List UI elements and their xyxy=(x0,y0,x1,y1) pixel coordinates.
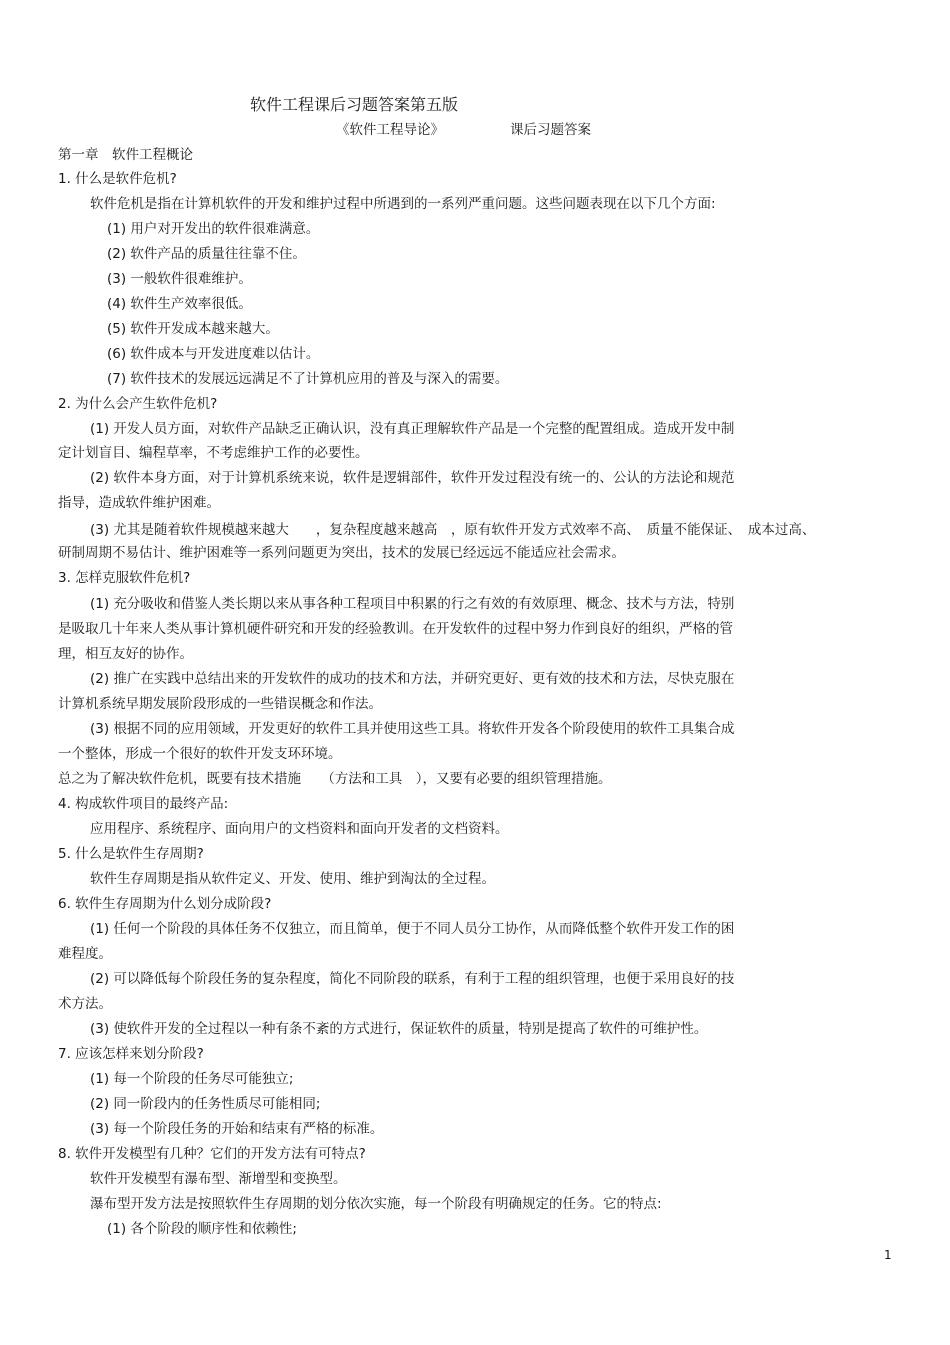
book-title: 《软件工程导论》 xyxy=(336,122,444,138)
paragraph: (1) 充分吸收和借鉴人类长期以来从事各种工程项目中积累的行之有效的有效原理、概念、技术与方法，特别 xyxy=(90,596,735,612)
paragraph: (1) 开发人员方面，对软件产品缺乏正确认识，没有真正理解软件产品是一个完整的配置组成。造成开发中制 xyxy=(90,421,735,437)
paragraph: (3) 尤其是随着软件规模越来越大 ，复杂程度越来越高 ，原有软件开发方式效率不高、 质量不能保证、 成本过高、 xyxy=(90,522,816,538)
question-8: 8. 软件开发模型有几种？它们的开发方法有可特点? xyxy=(58,1146,366,1162)
paragraph: (1) 任何一个阶段的具体任务不仅独立，而且简单，便于不同人员分工协作，从而降低整个软件开发工作的困 xyxy=(90,921,735,937)
list-item: (1) 各个阶段的顺序性和依赖性; xyxy=(107,1221,297,1237)
paragraph: 是吸取几十年来人类从事计算机硬件研究和开发的经验教训。在开发软件的过程中努力作到良好的组织，严格的管 xyxy=(58,621,733,637)
list-item: (2) 同一阶段内的任务性质尽可能相同; xyxy=(90,1096,321,1112)
paragraph: 理，相互友好的协作。 xyxy=(58,646,193,662)
paragraph: 瀑布型开发方法是按照软件生存周期的划分依次实施，每一个阶段有明确规定的任务。它的特点: xyxy=(90,1196,662,1212)
question-6: 6. 软件生存周期为什么划分成阶段? xyxy=(58,896,272,912)
document-title: 软件工程课后习题答案第五版 xyxy=(250,95,459,114)
list-item: (6) 软件成本与开发进度难以估计。 xyxy=(107,346,320,362)
paragraph: 术方法。 xyxy=(58,996,112,1012)
chapter-heading: 第一章 软件工程概论 xyxy=(58,147,193,163)
paragraph: (3) 使软件开发的全过程以一种有条不紊的方式进行，保证软件的质量，特别是提高了软件的可维护性。 xyxy=(90,1021,708,1037)
list-item: (3) 每一个阶段任务的开始和结束有严格的标准。 xyxy=(90,1121,384,1137)
paragraph: 总之为了解决软件危机，既要有技术措施 （方法和工具 ），又要有必要的组织管理措施。 xyxy=(58,771,612,787)
question-4: 4. 构成软件项目的最终产品: xyxy=(58,796,229,812)
list-item: (5) 软件开发成本越来越大。 xyxy=(107,321,279,337)
paragraph: (3) 根据不同的应用领域，开发更好的软件工具并使用这些工具。将软件开发各个阶段使用的软件工具集合成 xyxy=(90,721,735,737)
list-item: (3) 一般软件很难维护。 xyxy=(107,271,252,287)
question-7: 7. 应该怎样来划分阶段? xyxy=(58,1046,204,1062)
paragraph: (2) 软件本身方面，对于计算机系统来说，软件是逻辑部件，软件开发过程没有统一的、公认的方法论和规范 xyxy=(90,470,735,486)
list-item: (2) 软件产品的质量往往靠不住。 xyxy=(107,246,306,262)
paragraph: 指导，造成软件维护困难。 xyxy=(58,495,220,511)
paragraph: 软件危机是指在计算机软件的开发和维护过程中所遇到的一系列严重问题。这些问题表现在以下几个方面: xyxy=(90,196,716,212)
list-item: (4) 软件生产效率很低。 xyxy=(107,296,252,312)
list-item: (1) 用户对开发出的软件很难满意。 xyxy=(107,221,320,237)
paragraph: 计算机系统早期发展阶段形成的一些错误概念和作法。 xyxy=(58,696,382,712)
list-item: (7) 软件技术的发展远远满足不了计算机应用的普及与深入的需要。 xyxy=(107,371,509,387)
paragraph: (2) 推广在实践中总结出来的开发软件的成功的技术和方法，并研究更好、更有效的技术和方法，尽快克服在 xyxy=(90,671,735,687)
question-2: 2. 为什么会产生软件危机? xyxy=(58,396,218,412)
subtitle: 课后习题答案 xyxy=(510,122,591,138)
paragraph: (2) 可以降低每个阶段任务的复杂程度，简化不同阶段的联系，有利于工程的组织管理，也便于采用良好的技 xyxy=(90,971,735,987)
paragraph: 软件开发模型有瀑布型、渐增型和变换型。 xyxy=(90,1171,347,1187)
page-number: 1 xyxy=(884,1248,892,1262)
paragraph: 软件生存周期是指从软件定义、开发、使用、维护到淘汰的全过程。 xyxy=(90,871,495,887)
paragraph: 一个整体，形成一个很好的软件开发支环环境。 xyxy=(58,746,342,762)
paragraph: 难程度。 xyxy=(58,946,112,962)
question-5: 5. 什么是软件生存周期? xyxy=(58,846,204,862)
paragraph: 定计划盲目、编程草率，不考虑维护工作的必要性。 xyxy=(58,445,369,461)
paragraph: 研制周期不易估计、维护困难等一系列问题更为突出，技术的发展已经远远不能适应社会需求。 xyxy=(58,545,625,561)
list-item: (1) 每一个阶段的任务尽可能独立; xyxy=(90,1071,294,1087)
question-3: 3. 怎样克服软件危机? xyxy=(58,570,191,586)
paragraph: 应用程序、系统程序、面向用户的文档资料和面向开发者的文档资料。 xyxy=(90,821,509,837)
question-1: 1. 什么是软件危机? xyxy=(58,171,177,187)
